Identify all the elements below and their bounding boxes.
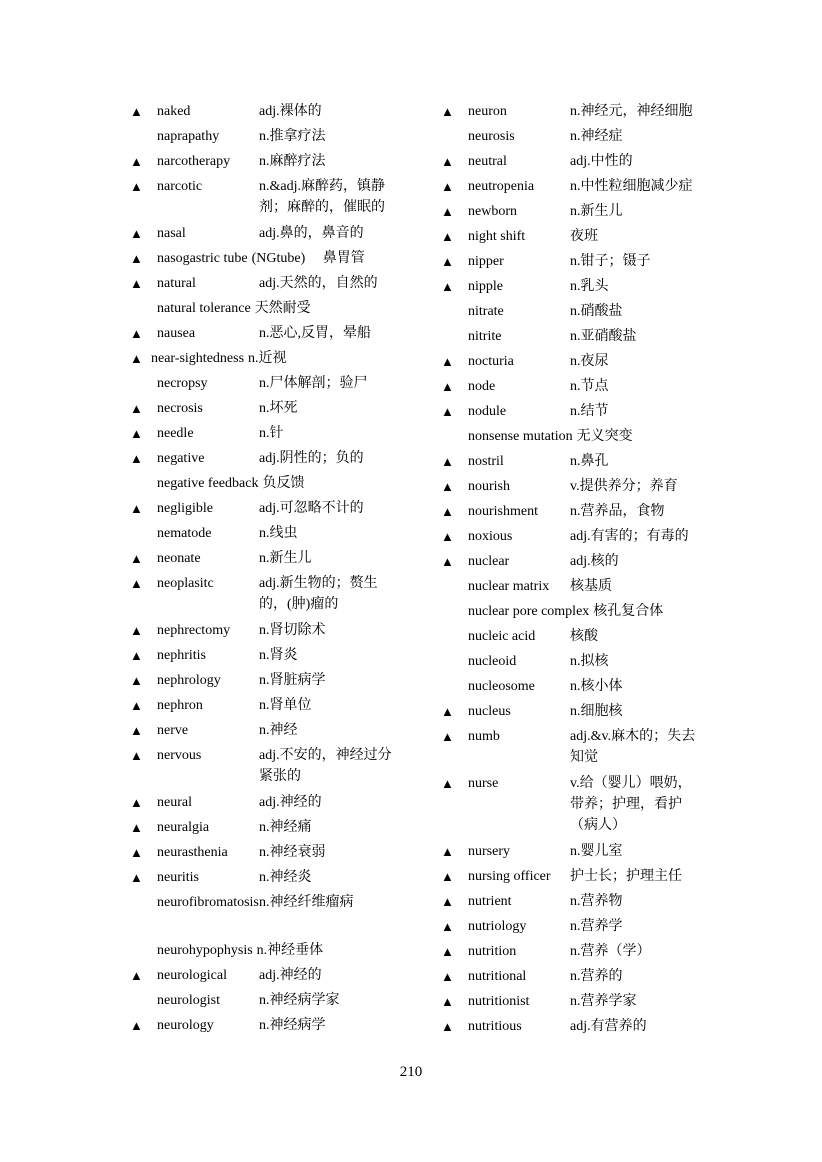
triangle-marker-icon: ▲ [441,104,454,119]
entry-term: nucleoid [468,654,517,669]
list-item [441,201,721,226]
entry-definition: adj.新生物的；赘生的，(肿)瘤的 [259,576,378,612]
triangle-marker-icon: ▲ [130,226,143,241]
triangle-marker-icon: ▲ [130,870,143,885]
triangle-marker-icon: ▲ [130,104,143,119]
entry-definition: n.营养（学） [570,944,651,959]
entry-definition: adj.&v.麻木的；失去知觉 [570,729,696,765]
list-item [441,526,721,551]
list-item [441,151,721,176]
entry-definition: 护士长；护理主任 [570,869,682,884]
entry-term: negative feedback [157,476,259,491]
list-item [441,226,721,251]
triangle-marker-icon: ▲ [130,648,143,663]
entry-term: neuron [468,104,507,119]
list-item [130,273,400,298]
list-item [441,866,721,891]
list-item [130,448,400,473]
entry-term: nitrite [468,329,502,344]
triangle-marker-icon: ▲ [441,704,454,719]
page-number: 210 [399,1064,423,1080]
triangle-marker-icon: ▲ [441,894,454,909]
list-item [130,548,400,573]
entry-term: nervous [157,748,202,763]
entry-definition: n.中性粒细胞减少症 [570,179,693,194]
entry-term: night shift [468,229,526,244]
entry-definition: n.麻醉疗法 [259,154,326,169]
entry-term: neurofibromatosis [157,895,259,910]
entry-term: narcotic [157,179,203,194]
entry-definition: 核基质 [570,579,612,594]
list-item [441,916,721,941]
list-item [441,401,721,426]
list-item [441,426,721,451]
entry-term: nostril [468,454,504,469]
entry-definition: n.细胞核 [570,704,623,719]
entry-definition: adj.神经的 [259,795,322,810]
entry-term: necrosis [157,401,203,416]
list-item [130,990,400,1015]
entry-term: nausea [157,326,196,341]
list-item [130,965,400,990]
list-item [441,941,721,966]
entry-term: nipper [468,254,504,269]
triangle-marker-icon: ▲ [130,968,143,983]
list-item [130,298,400,323]
entry-term: numb [468,729,500,744]
triangle-marker-icon: ▲ [441,204,454,219]
entry-definition: n.恶心,反胃，晕船 [259,326,371,341]
entry-term: nerve [157,723,189,738]
entry-definition: n.线虫 [259,526,298,541]
list-item [441,676,721,701]
entry-definition: n.针 [259,426,284,441]
entry-definition: n.鼻孔 [570,454,609,469]
list-item [441,651,721,676]
entry-definition: adj.中性的 [570,154,633,169]
list-item [130,323,400,348]
entry-definition: n.核小体 [570,679,623,694]
list-item [441,476,721,501]
entry-term: nocturia [468,354,514,369]
entry-definition: n.神经垂体 [256,943,324,958]
triangle-marker-icon: ▲ [441,529,454,544]
entry-term: node [468,379,496,394]
list-item [441,701,721,726]
entry-term: nutriology [468,919,527,934]
triangle-marker-icon: ▲ [130,748,143,763]
triangle-marker-icon: ▲ [130,276,143,291]
list-item [130,423,400,448]
entry-definition: n.神经纤维瘤病 [259,895,354,910]
entry-definition: 核孔复合体 [593,604,664,619]
entry-definition: n.推拿疗法 [259,129,326,144]
list-item [441,891,721,916]
list-item [130,101,400,126]
list-item [130,670,400,695]
list-item [130,498,400,523]
list-item [441,126,721,151]
right-column [441,101,721,1041]
entry-term: nipple [468,279,503,294]
list-item [441,301,721,326]
entry-definition: n.神经痛 [259,820,312,835]
entry-definition: n.新生儿 [570,204,623,219]
entry-definition: n.神经病学 [259,1018,326,1033]
list-item [130,523,400,548]
entry-definition: n.夜尿 [570,354,609,369]
entry-term: nutritious [468,1019,522,1034]
entry-definition: n.营养的 [570,969,623,984]
list-item [441,1016,721,1041]
triangle-marker-icon: ▲ [441,729,454,744]
entry-definition: n.肾炎 [259,648,298,663]
triangle-marker-icon: ▲ [441,479,454,494]
list-item [441,773,721,841]
entry-term: nuclear matrix [468,579,550,594]
entry-definition: n.营养品，食物 [570,504,665,519]
entry-definition: 夜班 [570,229,598,244]
list-item [441,376,721,401]
list-item [130,398,400,423]
triangle-marker-icon: ▲ [130,673,143,688]
triangle-marker-icon: ▲ [130,623,143,638]
entry-term: negative [157,451,205,466]
list-item [441,966,721,991]
entry-definition: n.亚硝酸盐 [570,329,637,344]
list-item [130,176,400,223]
triangle-marker-icon: ▲ [441,844,454,859]
list-item [130,126,400,151]
entry-definition: adj.有营养的 [570,1019,647,1034]
entry-term: nutrition [468,944,517,959]
entry-definition: n.婴儿室 [570,844,623,859]
triangle-marker-icon: ▲ [441,279,454,294]
list-item [441,501,721,526]
entry-term: nucleus [468,704,511,719]
entry-definition: 无义突变 [576,429,633,444]
entry-term: nutrient [468,894,512,909]
triangle-marker-icon: ▲ [130,326,143,341]
list-item [130,223,400,248]
triangle-marker-icon: ▲ [441,969,454,984]
entry-term: nutritionist [468,994,530,1009]
list-item [441,451,721,476]
entry-term: near-sightedness [151,351,245,366]
entry-term: needle [157,426,194,441]
entry-term: neurology [157,1018,214,1033]
entry-definition: n.营养学家 [570,994,637,1009]
entry-term: naprapathy [157,129,220,144]
entry-term: neurohypophysis [157,943,253,958]
entry-term: neuralgia [157,820,210,835]
entry-definition: n.&adj.麻醉药，镇静剂；麻醉的，催眠的 [259,179,385,215]
list-item [130,817,400,842]
entry-definition: n.硝酸盐 [570,304,623,319]
list-item [441,626,721,651]
list-item [441,276,721,301]
entry-term: nucleic acid [468,629,536,644]
entry-definition: 核酸 [570,629,598,644]
list-item [441,176,721,201]
triangle-marker-icon: ▲ [130,179,143,194]
entry-term: necropsy [157,376,208,391]
entry-term: narcotherapy [157,154,231,169]
triangle-marker-icon: ▲ [130,1018,143,1033]
entry-term: nephron [157,698,203,713]
entry-term: neurasthenia [157,845,228,860]
entry-term: naked [157,104,191,119]
list-item [441,551,721,576]
triangle-marker-icon: ▲ [441,254,454,269]
entry-definition: n.结节 [570,404,609,419]
entry-term: nourish [468,479,510,494]
entry-term: nourishment [468,504,538,519]
entry-term: neoplasitc [157,576,214,591]
triangle-marker-icon: ▲ [130,576,143,591]
triangle-marker-icon: ▲ [130,501,143,516]
entry-term: negligible [157,501,213,516]
triangle-marker-icon: ▲ [130,426,143,441]
triangle-marker-icon: ▲ [130,451,143,466]
list-item [130,620,400,645]
entry-definition: 负反馈 [262,476,305,491]
left-column [130,101,400,1040]
entry-definition: n.营养物 [570,894,623,909]
list-item [130,248,400,273]
entry-definition: n.坏死 [259,401,298,416]
list-item [130,573,400,620]
entry-term: nucleosome [468,679,535,694]
list-item [130,940,400,965]
triangle-marker-icon: ▲ [441,504,454,519]
triangle-marker-icon: ▲ [441,919,454,934]
entry-definition: n.钳子；镊子 [570,254,651,269]
entry-term: natural tolerance [157,301,251,316]
entry-definition: n.近视 [248,351,287,366]
list-item [441,576,721,601]
entry-term: nurse [468,776,499,791]
triangle-marker-icon: ▲ [441,1019,454,1034]
list-item [441,351,721,376]
entry-term: nephritis [157,648,206,663]
entry-definition: n.神经元，神经细胞 [570,104,693,119]
entry-definition: n.新生儿 [259,551,312,566]
entry-definition: adj.不安的，神经过分紧张的 [259,748,392,784]
list-item [441,841,721,866]
entry-definition: adj.可忽略不计的 [259,501,364,516]
list-item [441,601,721,626]
list-item [130,720,400,745]
entry-definition: n.神经病学家 [259,993,340,1008]
list-item [441,726,721,773]
triangle-marker-icon: ▲ [130,820,143,835]
triangle-marker-icon: ▲ [130,351,143,366]
entry-term: natural [157,276,196,291]
list-item [130,842,400,867]
list-item [130,892,400,940]
entry-definition: n.肾脏病学 [259,673,326,688]
entry-definition: n.尸体解剖；验尸 [259,376,368,391]
triangle-marker-icon: ▲ [130,723,143,738]
entry-term: neonate [157,551,201,566]
entry-definition: adj.裸体的 [259,104,322,119]
triangle-marker-icon: ▲ [441,179,454,194]
entry-definition: n.神经炎 [259,870,312,885]
entry-definition: n.肾切除术 [259,623,326,638]
triangle-marker-icon: ▲ [441,154,454,169]
entry-definition: (NGtube) 鼻胃管 [251,251,365,266]
entry-term: noxious [468,529,513,544]
entry-term: nematode [157,526,212,541]
list-item [441,101,721,126]
entry-term: nephrectomy [157,623,231,638]
entry-definition: n.神经症 [570,129,623,144]
triangle-marker-icon: ▲ [441,404,454,419]
entry-term: nursery [468,844,510,859]
entry-term: neurosis [468,129,515,144]
triangle-marker-icon: ▲ [130,698,143,713]
entry-definition: 天然耐受 [254,301,311,316]
entry-definition: adj.核的 [570,554,619,569]
triangle-marker-icon: ▲ [441,994,454,1009]
entry-term: nuclear [468,554,510,569]
entry-term: nephrology [157,673,221,688]
triangle-marker-icon: ▲ [130,401,143,416]
entry-definition: n.神经衰弱 [259,845,326,860]
entry-term: nitrate [468,304,504,319]
list-item [130,151,400,176]
triangle-marker-icon: ▲ [130,845,143,860]
list-item [130,473,400,498]
triangle-marker-icon: ▲ [441,554,454,569]
entry-term: neutral [468,154,507,169]
triangle-marker-icon: ▲ [441,379,454,394]
list-item [130,373,400,398]
triangle-marker-icon: ▲ [130,795,143,810]
entry-term: nodule [468,404,507,419]
list-item [130,645,400,670]
entry-definition: adj.有害的；有毒的 [570,529,689,544]
entry-term: neurologist [157,993,220,1008]
triangle-marker-icon: ▲ [130,154,143,169]
triangle-marker-icon: ▲ [441,454,454,469]
list-item [130,695,400,720]
triangle-marker-icon: ▲ [441,869,454,884]
entry-definition: n.肾单位 [259,698,312,713]
list-item [441,991,721,1016]
list-item [130,745,400,792]
entry-definition: n.神经 [259,723,298,738]
entry-definition: n.节点 [570,379,609,394]
triangle-marker-icon: ▲ [441,354,454,369]
entry-term: nasogastric tube [157,251,248,266]
list-item [130,867,400,892]
entry-term: neutropenia [468,179,535,194]
entry-definition: n.拟核 [570,654,609,669]
list-item [441,326,721,351]
entry-definition: adj.神经的 [259,968,322,983]
entry-term: neuritis [157,870,199,885]
entry-definition: n.营养学 [570,919,623,934]
triangle-marker-icon: ▲ [130,551,143,566]
entry-term: nursing officer [468,869,551,884]
entry-term: neural [157,795,192,810]
entry-definition: adj.阴性的；负的 [259,451,364,466]
entry-term: nasal [157,226,186,241]
entry-definition: adj.鼻的，鼻音的 [259,226,364,241]
triangle-marker-icon: ▲ [441,776,454,791]
entry-definition: n.乳头 [570,279,609,294]
entry-definition: v.给（婴儿）喂奶，带养；护理，看护（病人） [570,776,692,833]
entry-term: nonsense mutation [468,429,573,444]
triangle-marker-icon: ▲ [441,229,454,244]
list-item [130,792,400,817]
entry-term: newborn [468,204,517,219]
entry-term: nuclear pore complex [468,604,590,619]
entry-term: neurological [157,968,227,983]
entry-definition: adj.天然的，自然的 [259,276,378,291]
triangle-marker-icon: ▲ [130,251,143,266]
entry-definition: v.提供养分；养育 [570,479,678,494]
list-item [441,251,721,276]
list-item [130,348,400,373]
triangle-marker-icon: ▲ [441,944,454,959]
list-item [130,1015,400,1040]
entry-term: nutritional [468,969,527,984]
